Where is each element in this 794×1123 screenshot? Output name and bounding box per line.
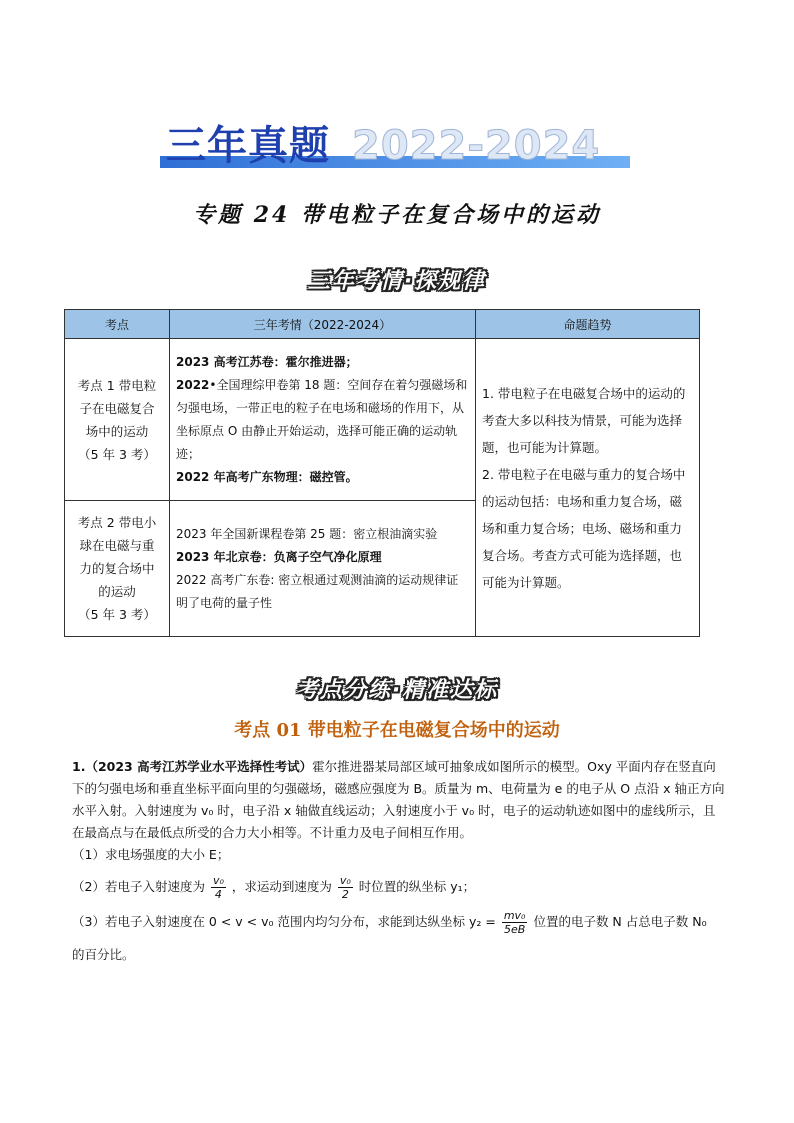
fraction-denominator: 4 [214,888,222,901]
exam-item [176,351,469,374]
question-1-text: （1）求电场强度的大小 E； [72,847,230,862]
fraction-mv0-over-5eB [502,909,528,936]
trend-item-1: 1. 带电粒子在电磁复合场中的运动的考查大多以科技为情景，可能为选择题，也可能为计算题。 [482,385,686,455]
topic-line: （5 年 3 考） [78,607,156,622]
question-2-text: ，求运动到速度为 [231,879,332,894]
topic-line: （5 年 3 考） [78,446,156,462]
question-2 [72,874,726,901]
topic-cell-1 [65,339,170,501]
question-3-end [72,944,726,966]
exam-item-bold: 2022 [176,377,210,392]
problem-stem [72,756,726,844]
trend-cell [476,339,700,637]
header-exam-info: 三年考情（2022-2024） [170,310,476,339]
question-3-text: 位置的电子数 N 占总电子数 N₀ [533,914,707,929]
question-2-text: 时位置的纵坐标 y₁； [358,879,476,894]
exam-item-bold: 2022 年高考广东物理：磁控管。 [176,469,358,484]
fraction-numerator: v₀ [212,874,224,887]
question-1 [72,844,726,866]
banner-years: 2022-2024 [352,123,601,169]
topic-line: 考点 1 带电粒 [77,377,157,393]
topic-line: 力的复合场中 [79,561,155,576]
topic-line: 子在电磁复合 [79,400,155,416]
fraction-denominator: 2 [341,888,349,901]
section-header-trends: 三年考情·探规律 [307,269,487,294]
problem-source: （2023 高考江苏学业水平选择性考试） [85,759,313,774]
question-3-text: 的百分比。 [72,947,135,962]
problem-number: 1. [72,759,86,774]
topic-line: 的运动 [98,584,136,599]
fraction-v0-over-2 [338,874,353,901]
exam-info-cell-1 [170,339,476,501]
exam-item [176,523,469,546]
exam-item-bold: 2023 高考江苏卷：霍尔推进器； [176,354,358,369]
exam-item-text: 2023 年全国新课程卷第 25 题：密立根油滴实验 [176,526,438,541]
exam-item-text: •全国理综甲卷第 18 题：空间存在着匀强磁场和匀强电场，一带正电的粒子在电场和磁场的作用下，从坐标原点 O 由静止开始运动，选择可能正确的运动轨迹； [176,377,468,461]
exam-item [176,546,469,569]
subject-title: 专题 24 带电粒子在复合场中的运动 [193,202,601,228]
topic-line: 场中的运动 [85,423,149,439]
exam-item [176,569,469,615]
question-2-text: （2）若电子入射速度为 [72,879,205,894]
header-topic: 考点 [65,310,170,339]
fraction-v0-over-4 [211,874,226,901]
exam-item-text: 2022 高考广东卷: 密立根通过观测油滴的运动规律证明了电荷的量子性 [176,572,459,610]
table-header-row [65,310,700,339]
fraction-numerator: mv₀ [503,909,526,922]
table-row [65,339,700,501]
section-title: 考点 01 带电粒子在电磁复合场中的运动 [234,720,560,741]
header-trend: 命题趋势 [476,310,700,339]
fraction-denominator: 5eB [503,923,526,936]
exam-item-bold: 2023 年北京卷：负离子空气净化原理 [176,549,382,564]
problem-1 [72,756,726,966]
exam-analysis-table [64,309,700,637]
topic-line: 考点 2 带电小 [77,515,157,530]
topic-line: 球在电磁与重 [79,538,155,553]
question-3 [72,909,726,936]
title-banner [160,122,638,174]
question-3-text: （3）若电子入射速度在 0 < v < v₀ 范围内均匀分布，求能到达纵坐标 y₂ = [72,914,496,929]
exam-info-cell-2 [170,501,476,637]
fraction-numerator: v₀ [339,874,351,887]
topic-cell-2 [65,501,170,637]
trend-item-2: 2. 带电粒子在电磁与重力的复合场中的运动包括：电场和重力复合场，磁场和重力复合场；电场、磁场和重力复合场。考查方式可能为选择题，也可能为计算题。 [482,466,686,590]
exam-item [176,466,469,489]
exam-item [176,374,469,466]
section-header-practice: 考点分练·精准达标 [295,678,499,703]
banner-title: 三年真题 [166,123,330,169]
problem-stem-text: 霍尔推进器某局部区域可抽象成如图所示的模型。Oxy 平面内存在竖直向下的匀强电场和垂直坐标平面向里的匀强磁场，磁感应强度为 B。质量为 m、电荷量为 e 的电子从 O 点沿 x 轴正方向水平入射。入射速度为 v₀ 时，电子沿 x 轴做直线运动；入射速度小于 v₀ 时，电子的运动轨迹如图中的虚线所示，且在最高点与在最低点所受的合力大小相等。不计重力及电子间相互作用。 [72,759,725,840]
